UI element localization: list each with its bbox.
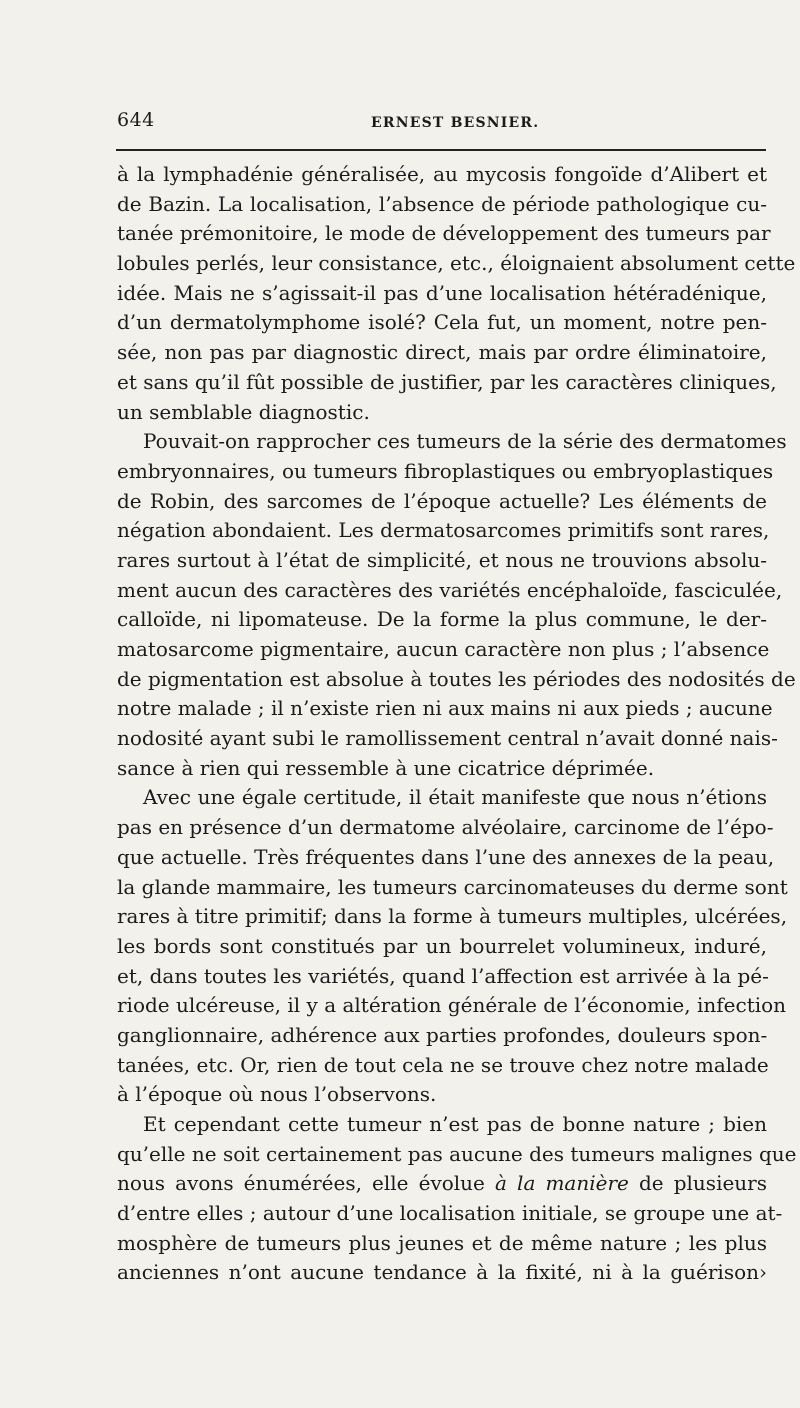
text-line: notre malade ; il n’existe rien ni aux mains ni aux pieds ; aucune: [117, 696, 773, 721]
text-line: que actuelle. Très fréquentes dans l’une des annexes de la peau,: [117, 844, 775, 869]
text-line: de pigmentation est absolue à toutes les périodes des nodosités de: [117, 666, 796, 691]
text-line: la glande mammaire, les tumeurs carcinomateuses du derme sont: [117, 874, 788, 899]
text-line: de Bazin. La localisation, l’absence de période pathologique cu-: [117, 191, 767, 216]
running-head: [117, 103, 765, 139]
text-line: et, dans toutes les variétés, quand l’affection est arrivée à la pé-: [117, 963, 769, 988]
text-line: négation abondaient. Les dermatosarcomes primitifs sont rares,: [117, 518, 770, 543]
text-line: idée. Mais ne s’agissait-il pas d’une localisation hétéradénique,: [117, 280, 767, 305]
text-line: tanée prémonitoire, le mode de développement des tumeurs par: [117, 221, 771, 246]
text-line: sance à rien qui ressemble à une cicatrice déprimée.: [117, 755, 655, 780]
text-line-with-italics: [117, 1169, 767, 1199]
text-line: sée, non pas par diagnostic direct, mais par ordre éliminatoire,: [117, 340, 767, 365]
text-line: nodosité ayant subi le ramollissement central n’avait donné nais-: [117, 726, 778, 751]
text-line: calloïde, ni lipomateuse. De la forme la plus commune, le der-: [117, 607, 767, 632]
text-line: embryonnaires, ou tumeurs fibroplastiques ou embryoplastiques: [117, 458, 774, 483]
body-text: [117, 160, 797, 1288]
text-line: qu’elle ne soit certainement pas aucune des tumeurs malignes que: [117, 1141, 797, 1166]
text-line: ganglionnaire, adhérence aux parties profondes, douleurs spon-: [117, 1022, 768, 1047]
text-line: et sans qu’il fût possible de justifier, par les caractères cliniques,: [117, 369, 777, 394]
text-line: à l’époque où nous l’observons.: [117, 1082, 437, 1107]
text-line: un semblable diagnostic.: [117, 399, 370, 424]
paragraph-first-line: Et cependant cette tumeur n’est pas de bonne nature ; bien: [143, 1112, 767, 1136]
text-segment: de plusieurs: [638, 1171, 768, 1196]
text-line: rares surtout à l’état de simplicité, et nous ne trouvions absolu-: [117, 547, 767, 572]
text-line: rares à titre primitif; dans la forme à tumeurs multiples, ulcérées,: [117, 904, 788, 929]
paragraph-first-line: Pouvait-on rapprocher ces tumeurs de la série des dermatomes: [143, 429, 787, 454]
text-line: pas en présence d’un dermatome alvéolaire, carcinome de l’épo-: [117, 815, 774, 840]
italic-phrase: à la manière: [495, 1171, 629, 1196]
text-line: tanées, etc. Or, rien de tout cela ne se trouve chez notre malade: [117, 1052, 769, 1077]
text-line: les bords sont constitués par un bourrelet volumineux, induré,: [117, 933, 767, 958]
paragraph-first-line: Avec une égale certitude, il était manifeste que nous n’étions: [143, 785, 767, 810]
text-line: riode ulcéreuse, il y a altération générale de l’économie, infection: [117, 993, 787, 1018]
text-line: d’un dermatolymphome isolé? Cela fut, un moment, notre pen-: [117, 310, 767, 335]
text-segment: nous avons énumérées, elle évolue: [117, 1171, 485, 1196]
text-line: lobules perlés, leur consistance, etc., éloignaient absolument cette: [117, 251, 796, 276]
page-number: 644: [117, 109, 155, 131]
text-line: à la lymphadénie généralisée, au mycosis fongoïde d’Alibert et: [117, 162, 767, 186]
text-line: d’entre elles ; autour d’une localisation initiale, se groupe une at-: [117, 1201, 783, 1226]
header-rule: [116, 149, 766, 151]
running-title: ERNEST BESNIER.: [371, 115, 540, 131]
text-line: mosphère de tumeurs plus jeunes et de même nature ; les plus: [117, 1230, 767, 1255]
text-line: matosarcome pigmentaire, aucun caractère non plus ; l’absence: [117, 637, 770, 661]
text-line: ment aucun des caractères des variétés encéphaloïde, fasciculée,: [117, 577, 783, 602]
text-line: de Robin, des sarcomes de l’époque actuelle? Les éléments de: [117, 488, 767, 513]
text-line: anciennes n’ont aucune tendance à la fixité, ni à la guérison›: [117, 1260, 767, 1285]
